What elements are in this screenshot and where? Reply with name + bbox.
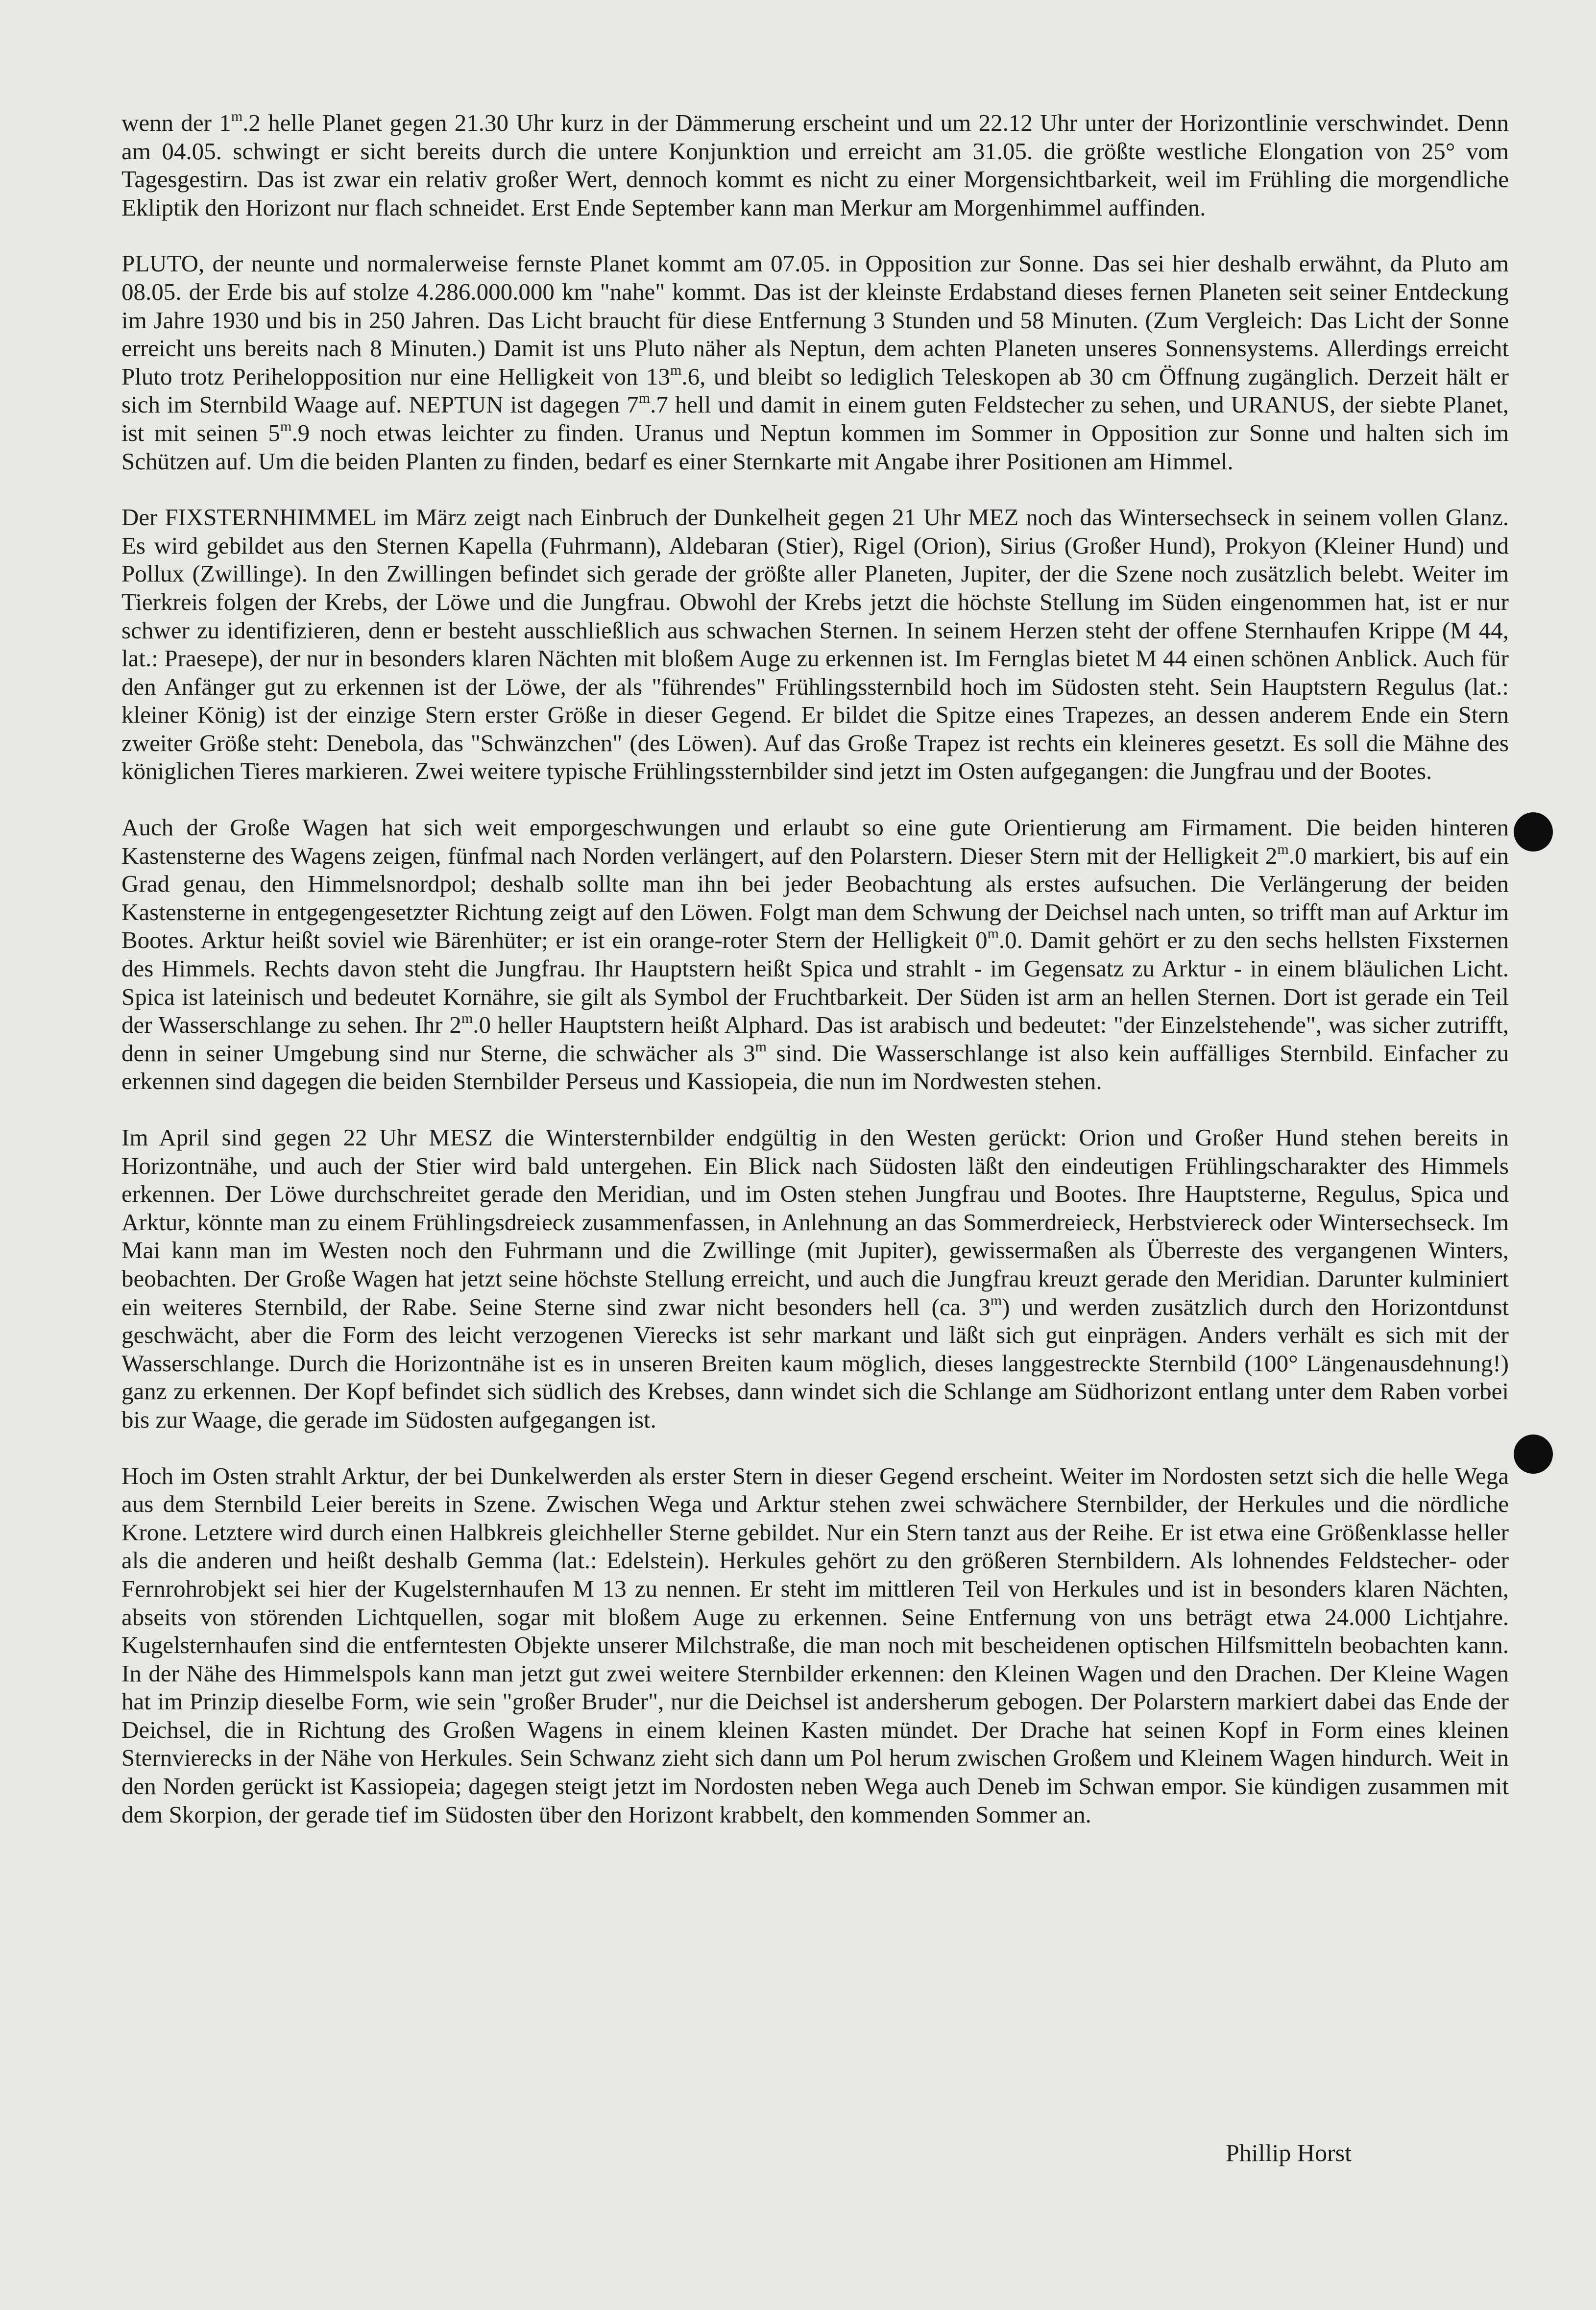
- text-run: PLUTO, der neunte und normalerweise fernste Planet kommt am 07.05. in Opposition zur Sonne. Das sei hier deshalb erwähnt, da Pluto am 08.05. der Erde bis auf stolze 4.286.000.000 km "nahe" kommt. Das ist der kleinste Erdabstand dieses fernen Planeten seit seiner Entdeckung im Jahre 1930 und bis in 250 Jahren. Das Licht braucht für diese Entfernung 3 Stunden und 58 Minuten. (Zum Vergleich: Das Licht der Sonne erreicht uns bereits nach 8 Minuten.) Damit ist uns Pluto näher als Neptun, dem achten Planeten unseres Sonnensystems. Allerdings erreicht Pluto trotz Perihelopposition nur eine Helligkeit von 13: [121, 250, 1509, 390]
- text-run: ) und werden zusätzlich durch den Horizontdunst geschwächt, aber die Form des leicht verzogenen Vierecks ist sehr markant und läßt sich gut einprägen. Anders verhält es sich mit der Wasserschlange. Durch die Horizontnähe ist es in unseren Breiten kaum möglich, dieses langgestreckte Sternbild (100° Längenausdehnung!) ganz zu erkennen. Der Kopf befindet sich südlich des Krebses, dann windet sich die Schlange am Südhorizont entlang unter dem Raben vorbei bis zur Waage, die gerade im Südosten aufgegangen ist.: [121, 1293, 1509, 1433]
- article-body: [121, 109, 1509, 1856]
- magnitude-superscript: m: [638, 390, 651, 407]
- text-run: Der FIXSTERNHIMMEL im März zeigt nach Einbruch der Dunkelheit gegen 21 Uhr MEZ noch das Wintersechseck in seinem vollen Glanz. Es wird gebildet aus den Sternen Kapella (Fuhrmann), Aldebaran (Stier), Rigel (Orion), Sirius (Großer Hund), Prokyon (Kleiner Hund) und Pollux (Zwillinge). In den Zwillingen befindet sich gerade der größte aller Planeten, Jupiter, der die Szene noch zusätzlich belebt. Weiter im Tierkreis folgen der Krebs, der Löwe und die Jungfrau. Obwohl der Krebs jetzt die höchste Stellung im Süden eingenommen hat, ist er nur schwer zu identifizieren, denn er besteht ausschließlich aus schwachen Sternen. In seinem Herzen steht der offene Sternhaufen Krippe (M 44, lat.: Praesepe), der nur in besonders klaren Nächten mit bloßem Auge zu erkennen ist. Im Fernglas bietet M 44 einen schönen Anblick. Auch für den Anfänger gut zu erkennen ist der Löwe, der als "führendes" Frühlingssternbild hoch im Südosten steht. Sein Hauptstern Regulus (lat.: kleiner König) ist der einzige Stern erster Größe in dieser Gegend. Er bildet die Spitze eines Trapezes, an dessen anderem Ende ein Stern zweiter Größe steht: Denebola, das "Schwänzchen" (des Löwen). Auf das Große Trapez ist rechts ein kleineres gesetzt. Es soll die Mähne des königlichen Tieres markieren. Zwei weitere typische Frühlingssternbilder sind jetzt im Osten aufgegangen: die Jungfrau und der Bootes.: [121, 504, 1509, 785]
- punch-hole-lower: [1514, 1435, 1553, 1474]
- text-run: .2 helle Planet gegen 21.30 Uhr kurz in der Dämmerung erscheint und um 22.12 Uhr unter der Horizontlinie verschwindet. Denn am 04.05. schwingt er sicht bereits durch die untere Konjunktion und erreicht am 31.05. die größte westliche Elongation von 25° vom Tagesgestirn. Das ist zwar ein relativ großer Wert, dennoch kommt es nicht zu einer Morgensichtbarkeit, weil im Frühling die morgendliche Ekliptik den Horizont nur flach schneidet. Erst Ende September kann man Merkur am Morgenhimmel auffinden.: [121, 109, 1509, 221]
- magnitude-superscript: m: [990, 1292, 1002, 1309]
- magnitude-superscript: m: [755, 1038, 767, 1055]
- magnitude-superscript: m: [461, 1010, 473, 1027]
- text-run: sind. Die Wasserschlange ist also kein auffälliges Sternbild. Einfacher zu erkennen sind dagegen die beiden Sternbilder Perseus und Kassiopeia, die nun im Nordwesten stehen.: [121, 1039, 1509, 1095]
- author-signature: Phillip Horst: [1226, 2139, 1352, 2166]
- text-run: wenn der 1: [121, 109, 231, 136]
- text-run: .0 heller Hauptstern heißt Alphard. Das ist arabisch und bedeutet: "der Einzelstehende", was sicher zutrifft, denn in seiner Umgebung sind nur Sterne, die schwächer als 3: [121, 1011, 1509, 1067]
- punch-hole-upper: [1514, 812, 1553, 851]
- text-run: .0 markiert, bis auf ein Grad genau, den Himmelsnordpol; deshalb sollte man ihn bei jeder Beobachtung als erstes aufsuchen. Die Verlängerung der beiden Kastensterne in entgegengesetzter Richtung zeigt auf den Löwen. Folgt man dem Schwung der Deichsel nach unten, so trifft man auf Arktur im Bootes. Arktur heißt soviel wie Bärenhüter; er ist ein orange-roter Stern der Helligkeit 0: [121, 842, 1509, 954]
- paragraph-merkur: [121, 109, 1509, 221]
- paragraph-osten: [121, 1462, 1509, 1829]
- magnitude-superscript: m: [280, 418, 292, 435]
- text-run: Auch der Große Wagen hat sich weit emporgeschwungen und erlaubt so eine gute Orientierung am Firmament. Die beiden hinteren Kastensterne des Wagens zeigen, fünfmal nach Norden verlängert, auf den Polarstern. Dieser Stern mit der Helligkeit 2: [121, 814, 1509, 869]
- magnitude-superscript: m: [987, 925, 999, 942]
- text-run: .0. Damit gehört er zu den sechs hellsten Fixsternen des Himmels. Rechts davon steht die Jungfrau. Ihr Hauptstern heißt Spica und strahlt - im Gegensatz zu Arktur - in einem bläulichen Licht. Spica ist lateinisch und bedeutet Kornähre, sie gilt als Symbol der Fruchtbarkeit. Der Süden ist arm an hellen Sternen. Dort ist gerade ein Teil der Wasserschlange zu sehen. Ihr 2: [121, 926, 1509, 1039]
- paragraph-april: [121, 1123, 1509, 1434]
- magnitude-superscript: m: [1277, 841, 1289, 857]
- text-run: .7 hell und damit in einem guten Feldstecher zu sehen, und URANUS, der siebte Planet, ist mit seinen 5: [121, 391, 1509, 446]
- paragraph-fixsternhimmel: [121, 503, 1509, 785]
- text-run: .9 noch etwas leichter zu finden. Uranus und Neptun kommen im Sommer in Opposition zur Sonne und halten sich im Schützen auf. Um die beiden Planten zu finden, bedarf es einer Sternkarte mit Angabe ihrer Positionen am Himmel.: [121, 419, 1509, 475]
- magnitude-superscript: m: [670, 362, 682, 378]
- paragraph-pluto: [121, 249, 1509, 475]
- text-run: Im April sind gegen 22 Uhr MESZ die Wintersternbilder endgültig in den Westen gerückt: Orion und Großer Hund stehen bereits in Horizontnähe, und auch der Stier wird bald untergehen. Ein Blick nach Südosten läßt den eindeutigen Frühlingscharakter des Himmels erkennen. Der Löwe durchschreitet gerade den Meridian, und im Osten stehen Jungfrau und Bootes. Ihre Hauptsterne, Regulus, Spica und Arktur, könnte man zu einem Frühlingsdreieck zusammenfassen, in Anlehnung an das Sommerdreieck, Herbstviereck oder Wintersechseck. Im Mai kann man im Westen noch den Fuhrmann und die Zwillinge (mit Jupiter), gewissermaßen als Überreste des vergangenen Winters, beobachten. Der Große Wagen hat jetzt seine höchste Stellung erreicht, und auch die Jungfrau kreuzt gerade den Meridian. Darunter kulminiert ein weiteres Sternbild, der Rabe. Seine Sterne sind zwar nicht besonders hell (ca. 3: [121, 1124, 1509, 1320]
- text-run: .6, und bleibt so lediglich Teleskopen ab 30 cm Öffnung zugänglich. Derzeit hält er sich im Sternbild Waage auf. NEPTUN ist dagegen 7: [121, 363, 1509, 418]
- text-run: Hoch im Osten strahlt Arktur, der bei Dunkelwerden als erster Stern in dieser Gegend erscheint. Weiter im Nordosten setzt sich die helle Wega aus dem Sternbild Leier bereits in Szene. Zwischen Wega und Arktur stehen zwei schwächere Sternbilder, der Herkules und die nördliche Krone. Letztere wird durch einen Halbkreis gleichheller Sterne gebildet. Nur ein Stern tanzt aus der Reihe. Er ist etwa eine Größenklasse heller als die anderen und heißt deshalb Gemma (lat.: Edelstein). Herkules gehört zu den größeren Sternbildern. Als lohnendes Feldstecher- oder Fernrohrobjekt sei hier der Kugelsternhaufen M 13 zu nennen. Er steht im mittleren Teil von Herkules und ist in besonders klaren Nächten, abseits von störenden Lichtquellen, sogar mit bloßem Auge zu erkennen. Seine Entfernung von uns beträgt etwa 24.000 Lichtjahre. Kugelsternhaufen sind die entferntesten Objekte unserer Milchstraße, die man noch mit bescheidenen optischen Hilfsmitteln beobachten kann. In der Nähe des Himmelspols kann man jetzt gut zwei weitere Sternbilder erkennen: den Kleinen Wagen und den Drachen. Der Kleine Wagen hat im Prinzip dieselbe Form, wie sein "großer Bruder", nur die Deichsel ist andersherum gebogen. Der Polarstern markiert dabei das Ende der Deichsel, die in Richtung des Großen Wagens in einem kleinen Kasten mündet. Der Drache hat seinen Kopf in Form eines kleinen Sternvierecks in der Nähe von Herkules. Sein Schwanz zieht sich dann um Pol herum zwischen Großem und Kleinem Wagen hindurch. Weit in den Norden gerückt ist Kassiopeia; dagegen steigt jetzt im Nordosten neben Wega auch Deneb im Schwan empor. Sie kündigen zusammen mit dem Skorpion, der gerade tief im Südosten über den Horizont krabbelt, den kommenden Sommer an.: [121, 1462, 1509, 1828]
- paragraph-grosser-wagen: [121, 813, 1509, 1095]
- magnitude-superscript: m: [231, 108, 243, 124]
